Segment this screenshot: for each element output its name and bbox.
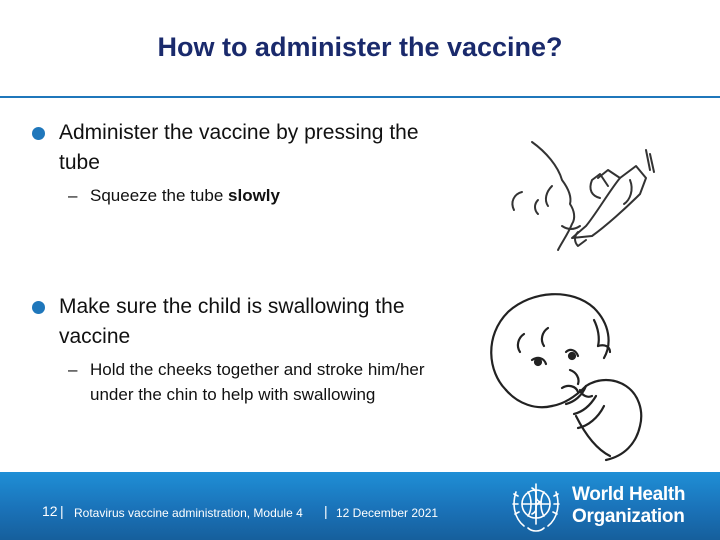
title-divider	[0, 96, 720, 98]
footer-separator: |	[324, 503, 328, 519]
bullet-dot-icon	[32, 301, 45, 314]
page-number: 12	[42, 503, 58, 519]
squeeze-tube-illustration	[500, 130, 660, 260]
footer-separator: |	[60, 503, 64, 519]
who-logo-line1: World Health	[572, 484, 686, 505]
footer-bar	[0, 472, 720, 540]
footer-module: Rotavirus vaccine administration, Module 4	[74, 506, 303, 520]
sub-bullet-1	[68, 183, 398, 208]
sub-bullet-1-text: Squeeze the tube	[90, 186, 229, 205]
sub-bullet-2	[68, 357, 438, 407]
sub-bullet-1-emphasis: slowly	[228, 186, 280, 205]
bullet-1-text: Administer the vaccine by pressing the tube	[59, 121, 419, 174]
slide-title: How to administer the vaccine?	[157, 32, 563, 62]
footer-date: 12 December 2021	[336, 506, 439, 520]
bullet-dot-icon	[32, 127, 45, 140]
bullet-2	[32, 292, 452, 352]
dash-icon: –	[68, 186, 78, 205]
dash-icon: –	[68, 360, 78, 379]
who-logo-line2: Organization	[572, 506, 685, 527]
sub-bullet-2-text: Hold the cheeks together and stroke him/her under the chin to help with swallowing	[90, 360, 425, 404]
who-emblem-icon	[506, 476, 566, 536]
bullet-2-text: Make sure the child is swallowing the vaccine	[59, 295, 405, 348]
who-logo-text	[572, 484, 685, 528]
bullet-1	[32, 118, 462, 178]
baby-swallowing-illustration	[478, 286, 658, 464]
